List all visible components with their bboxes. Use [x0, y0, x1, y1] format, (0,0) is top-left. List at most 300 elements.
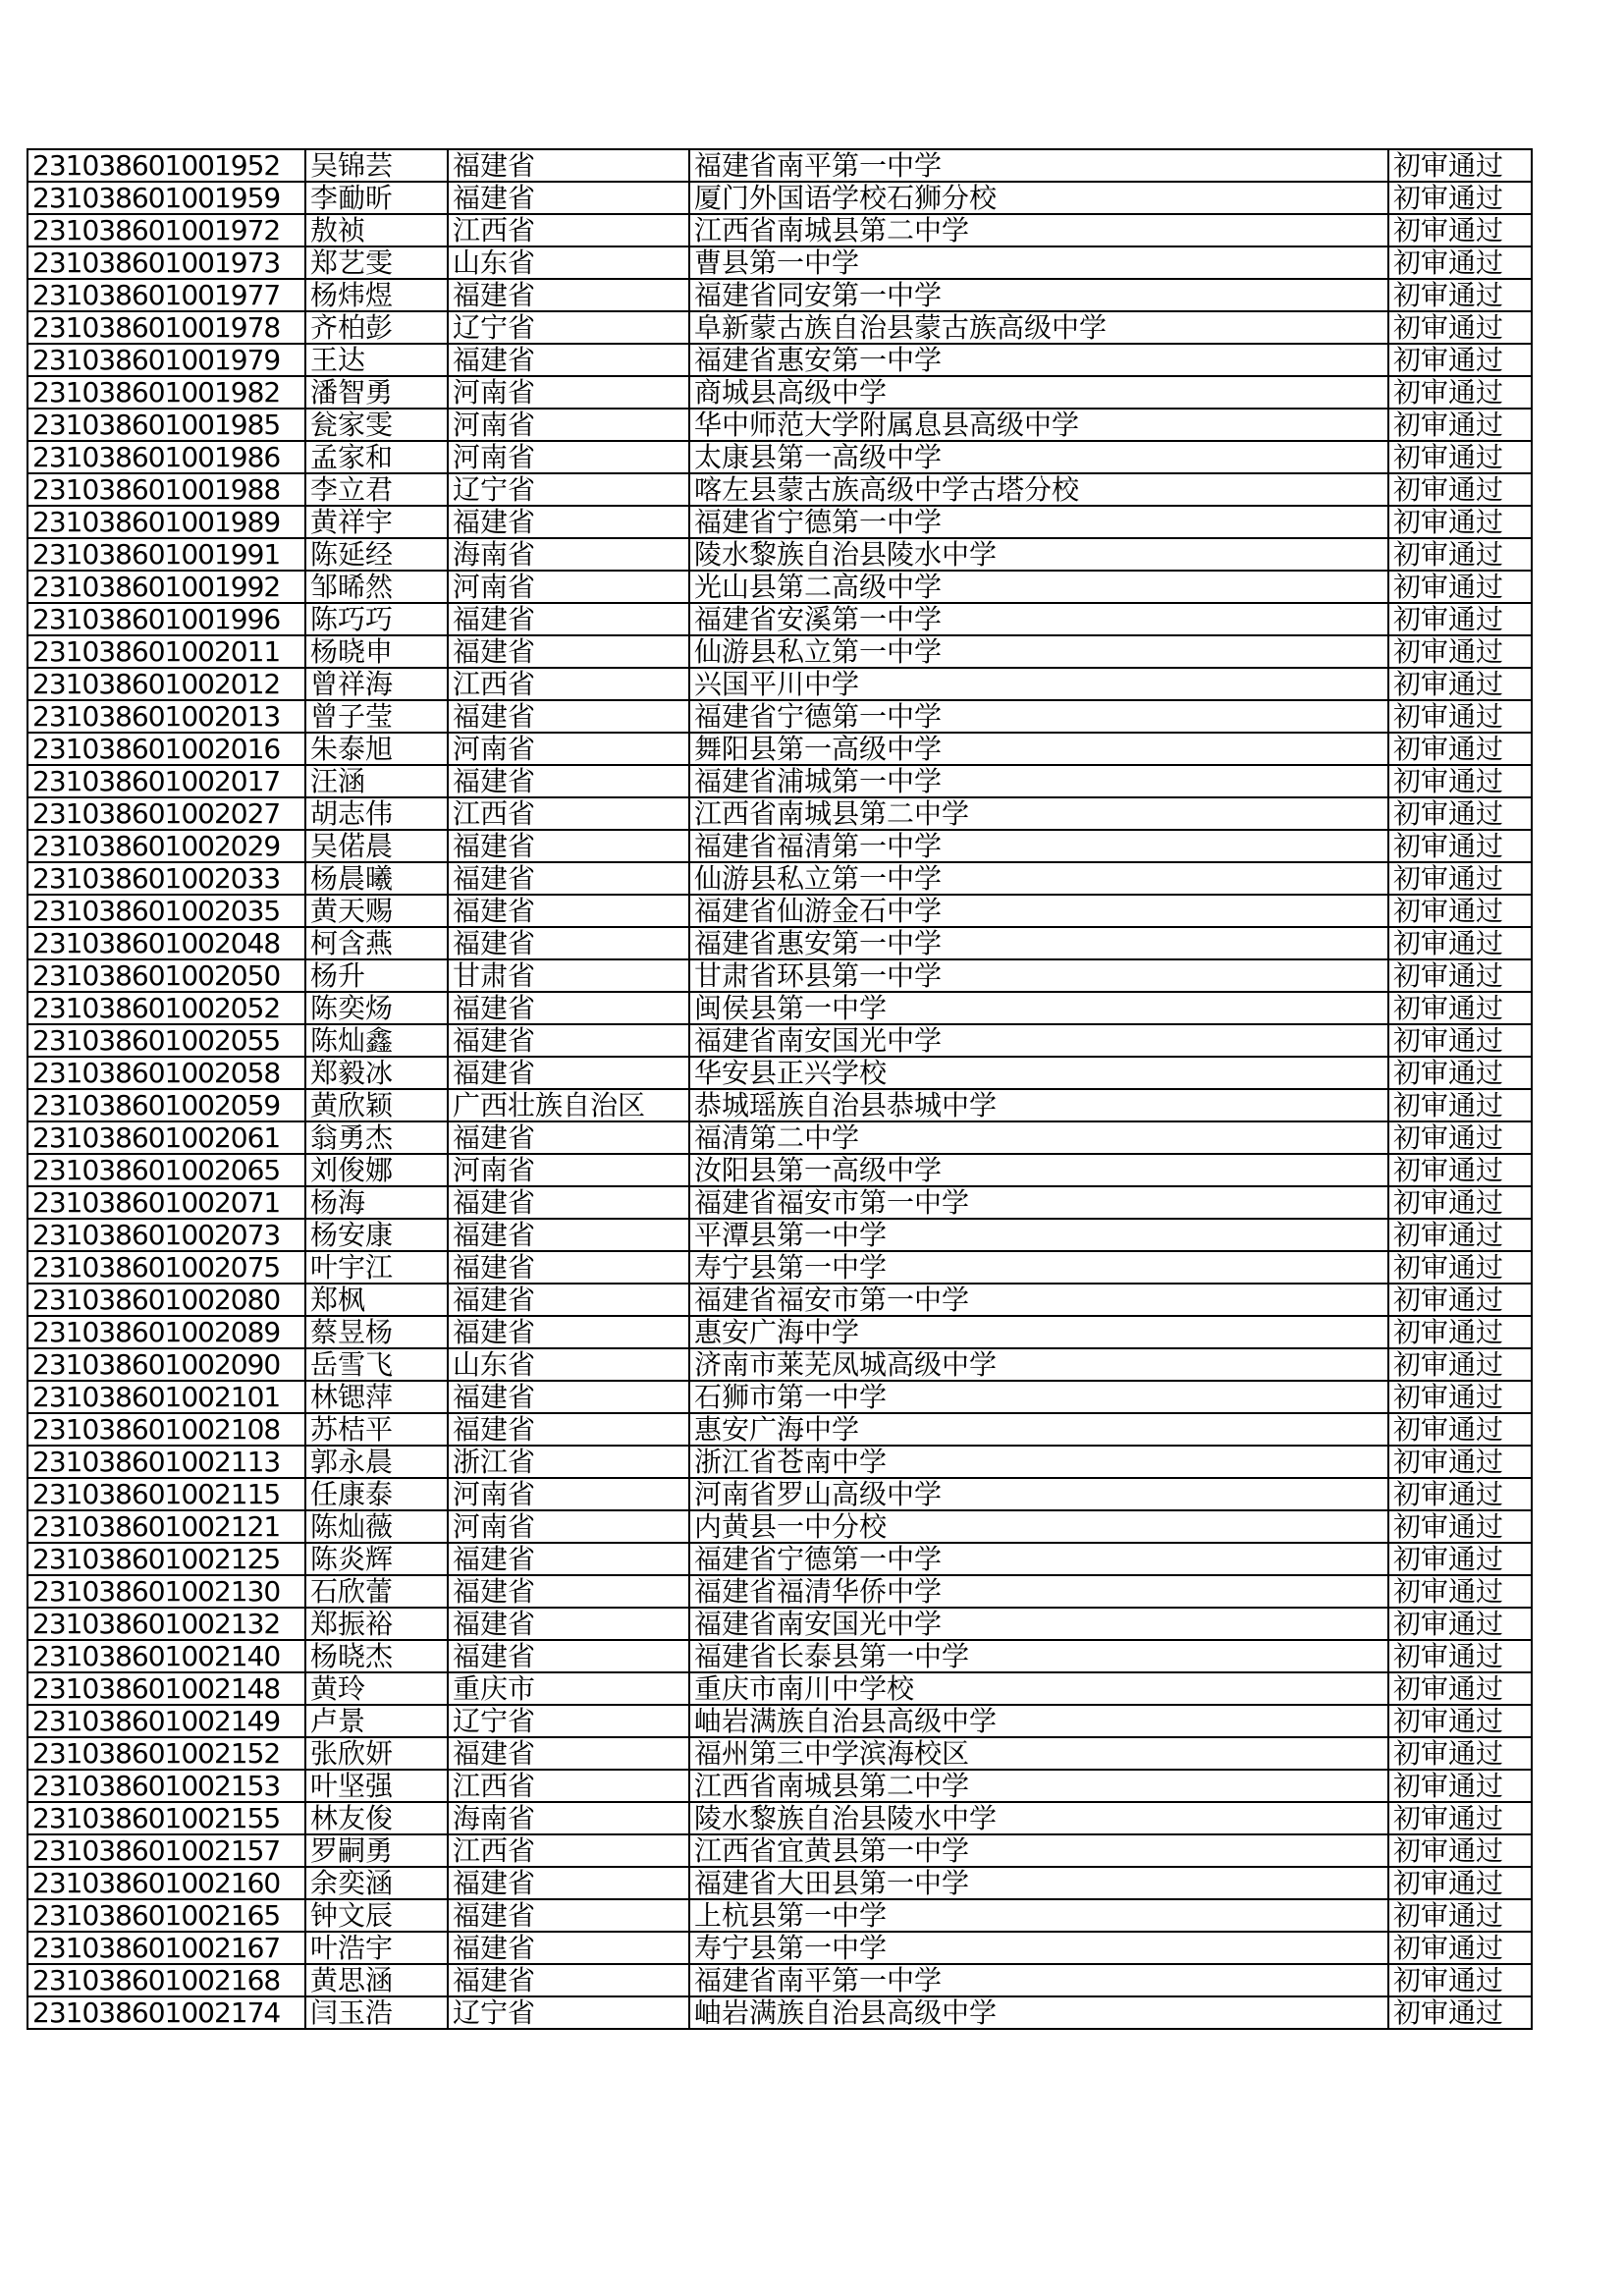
province-cell: 福建省 [448, 1316, 689, 1348]
applicant-name-cell: 瓮家雯 [305, 409, 448, 441]
applicant-id-cell: 231038601002080 [27, 1284, 305, 1316]
review-status-cell: 初审通过 [1388, 1024, 1532, 1057]
applicant-name-cell: 郑艺雯 [305, 246, 448, 279]
table-row [27, 1478, 1532, 1510]
applicant-id-cell: 231038601002108 [27, 1413, 305, 1446]
applicant-id-cell: 231038601001996 [27, 603, 305, 635]
review-status-cell: 初审通过 [1388, 1121, 1532, 1154]
school-cell: 福建省南安国光中学 [689, 1608, 1388, 1640]
table-row [27, 409, 1532, 441]
applicant-id-cell: 231038601002130 [27, 1575, 305, 1608]
review-status-cell: 初审通过 [1388, 1316, 1532, 1348]
applicant-name-cell: 林锶萍 [305, 1381, 448, 1413]
applicant-name-cell: 叶浩宇 [305, 1932, 448, 1964]
review-status-cell: 初审通过 [1388, 765, 1532, 797]
table-row [27, 1251, 1532, 1284]
review-status-cell: 初审通过 [1388, 668, 1532, 700]
school-cell: 福建省南平第一中学 [689, 149, 1388, 182]
applicant-name-cell: 叶坚强 [305, 1770, 448, 1802]
applicant-id-cell: 231038601001992 [27, 571, 305, 603]
review-status-cell: 初审通过 [1388, 1154, 1532, 1186]
review-status-cell: 初审通过 [1388, 1348, 1532, 1381]
table-row [27, 862, 1532, 895]
applicant-name-cell: 陈延经 [305, 538, 448, 571]
province-cell: 福建省 [448, 1932, 689, 1964]
table-row [27, 1737, 1532, 1770]
review-status-cell: 初审通过 [1388, 1251, 1532, 1284]
applicant-name-cell: 孟家和 [305, 441, 448, 473]
school-cell: 喀左县蒙古族高级中学古塔分校 [689, 473, 1388, 506]
table-row [27, 1510, 1532, 1543]
province-cell: 福建省 [448, 1964, 689, 1996]
table-row [27, 1316, 1532, 1348]
applicant-name-cell: 石欣蕾 [305, 1575, 448, 1608]
review-status-cell: 初审通过 [1388, 635, 1532, 668]
applicant-name-cell: 叶宇江 [305, 1251, 448, 1284]
school-cell: 福建省大田县第一中学 [689, 1867, 1388, 1899]
table-row [27, 1899, 1532, 1932]
table-row [27, 473, 1532, 506]
table-row [27, 927, 1532, 959]
table-row [27, 344, 1532, 376]
review-status-cell: 初审通过 [1388, 959, 1532, 992]
school-cell: 福州第三中学滨海校区 [689, 1737, 1388, 1770]
applicant-id-cell: 231038601002011 [27, 635, 305, 668]
province-cell: 福建省 [448, 1057, 689, 1089]
review-status-cell: 初审通过 [1388, 862, 1532, 895]
school-cell: 福建省仙游金石中学 [689, 895, 1388, 927]
applicant-id-cell: 231038601002065 [27, 1154, 305, 1186]
province-cell: 福建省 [448, 1284, 689, 1316]
school-cell: 惠安广海中学 [689, 1413, 1388, 1446]
school-cell: 陵水黎族自治县陵水中学 [689, 538, 1388, 571]
school-cell: 汝阳县第一高级中学 [689, 1154, 1388, 1186]
school-cell: 平潭县第一中学 [689, 1219, 1388, 1251]
table-row [27, 1219, 1532, 1251]
table-row [27, 895, 1532, 927]
review-status-cell: 初审通过 [1388, 1834, 1532, 1867]
review-status-cell: 初审通过 [1388, 182, 1532, 214]
applicant-id-cell: 231038601002121 [27, 1510, 305, 1543]
applicant-id-cell: 231038601001989 [27, 506, 305, 538]
province-cell: 福建省 [448, 1899, 689, 1932]
review-status-cell: 初审通过 [1388, 1057, 1532, 1089]
applicant-name-cell: 刘俊娜 [305, 1154, 448, 1186]
province-cell: 江西省 [448, 214, 689, 246]
applicant-id-cell: 231038601002089 [27, 1316, 305, 1348]
applicant-name-cell: 陈灿薇 [305, 1510, 448, 1543]
applicant-id-cell: 231038601002048 [27, 927, 305, 959]
applicant-id-cell: 231038601001952 [27, 149, 305, 182]
applicant-id-cell: 231038601002055 [27, 1024, 305, 1057]
applicant-id-cell: 231038601002148 [27, 1672, 305, 1705]
applicant-name-cell: 杨海 [305, 1186, 448, 1219]
school-cell: 福建省惠安第一中学 [689, 344, 1388, 376]
applicant-name-cell: 黄欣颖 [305, 1089, 448, 1121]
applicant-id-cell: 231038601001977 [27, 279, 305, 311]
province-cell: 福建省 [448, 765, 689, 797]
applicant-name-cell: 张欣妍 [305, 1737, 448, 1770]
province-cell: 浙江省 [448, 1446, 689, 1478]
province-cell: 甘肃省 [448, 959, 689, 992]
table-row [27, 992, 1532, 1024]
province-cell: 福建省 [448, 1219, 689, 1251]
school-cell: 陵水黎族自治县陵水中学 [689, 1802, 1388, 1834]
table-row [27, 214, 1532, 246]
table-row [27, 1802, 1532, 1834]
table-row [27, 1770, 1532, 1802]
school-cell: 闽侯县第一中学 [689, 992, 1388, 1024]
province-cell: 河南省 [448, 1510, 689, 1543]
province-cell: 福建省 [448, 895, 689, 927]
table-row [27, 603, 1532, 635]
review-status-cell: 初审通过 [1388, 409, 1532, 441]
school-cell: 厦门外国语学校石狮分校 [689, 182, 1388, 214]
school-cell: 福建省安溪第一中学 [689, 603, 1388, 635]
table-row [27, 1640, 1532, 1672]
applicant-name-cell: 杨晓杰 [305, 1640, 448, 1672]
applicant-id-cell: 231038601002016 [27, 733, 305, 765]
table-row [27, 797, 1532, 830]
table-row [27, 279, 1532, 311]
review-status-cell: 初审通过 [1388, 733, 1532, 765]
applicant-name-cell: 柯含燕 [305, 927, 448, 959]
table-row [27, 765, 1532, 797]
review-status-cell: 初审通过 [1388, 992, 1532, 1024]
applicant-id-cell: 231038601001982 [27, 376, 305, 409]
applicant-id-cell: 231038601001973 [27, 246, 305, 279]
applicant-name-cell: 翁勇杰 [305, 1121, 448, 1154]
applicant-id-cell: 231038601002052 [27, 992, 305, 1024]
applicant-name-cell: 陈巧巧 [305, 603, 448, 635]
province-cell: 福建省 [448, 927, 689, 959]
applicant-name-cell: 蔡昱杨 [305, 1316, 448, 1348]
applicant-name-cell: 郑毅冰 [305, 1057, 448, 1089]
applicant-id-cell: 231038601002050 [27, 959, 305, 992]
table-row [27, 733, 1532, 765]
applicant-id-cell: 231038601002140 [27, 1640, 305, 1672]
school-cell: 河南省罗山高级中学 [689, 1478, 1388, 1510]
applicant-id-cell: 231038601002013 [27, 700, 305, 733]
applicant-id-cell: 231038601002174 [27, 1996, 305, 2029]
school-cell: 福建省惠安第一中学 [689, 927, 1388, 959]
review-status-cell: 初审通过 [1388, 506, 1532, 538]
applicant-name-cell: 苏桔平 [305, 1413, 448, 1446]
province-cell: 江西省 [448, 797, 689, 830]
applicant-id-cell: 231038601001985 [27, 409, 305, 441]
table-row [27, 1672, 1532, 1705]
province-cell: 福建省 [448, 862, 689, 895]
table-row [27, 538, 1532, 571]
applicant-id-cell: 231038601002113 [27, 1446, 305, 1478]
school-cell: 浙江省苍南中学 [689, 1446, 1388, 1478]
applicant-name-cell: 黄天赐 [305, 895, 448, 927]
applicant-name-cell: 郭永晨 [305, 1446, 448, 1478]
school-cell: 曹县第一中学 [689, 246, 1388, 279]
applicant-name-cell: 曾祥海 [305, 668, 448, 700]
review-status-cell: 初审通过 [1388, 1867, 1532, 1899]
applicant-name-cell: 王达 [305, 344, 448, 376]
school-cell: 济南市莱芜凤城高级中学 [689, 1348, 1388, 1381]
applicant-id-cell: 231038601002149 [27, 1705, 305, 1737]
applicant-name-cell: 陈炎辉 [305, 1543, 448, 1575]
applicant-name-cell: 林友俊 [305, 1802, 448, 1834]
applicant-id-cell: 231038601001972 [27, 214, 305, 246]
province-cell: 山东省 [448, 246, 689, 279]
applicant-id-cell: 231038601002027 [27, 797, 305, 830]
school-cell: 阜新蒙古族自治县蒙古族高级中学 [689, 311, 1388, 344]
school-cell: 江西省南城县第二中学 [689, 1770, 1388, 1802]
school-cell: 福建省宁德第一中学 [689, 700, 1388, 733]
school-cell: 福建省宁德第一中学 [689, 506, 1388, 538]
applicant-id-cell: 231038601002125 [27, 1543, 305, 1575]
review-status-cell: 初审通过 [1388, 571, 1532, 603]
province-cell: 福建省 [448, 1413, 689, 1446]
province-cell: 福建省 [448, 992, 689, 1024]
province-cell: 辽宁省 [448, 1705, 689, 1737]
province-cell: 福建省 [448, 1737, 689, 1770]
province-cell: 河南省 [448, 1478, 689, 1510]
applicant-id-cell: 231038601001979 [27, 344, 305, 376]
school-cell: 恭城瑶族自治县恭城中学 [689, 1089, 1388, 1121]
province-cell: 福建省 [448, 1121, 689, 1154]
applicant-id-cell: 231038601002058 [27, 1057, 305, 1089]
applicant-name-cell: 黄祥宇 [305, 506, 448, 538]
review-status-cell: 初审通过 [1388, 1284, 1532, 1316]
applicant-name-cell: 邹晞然 [305, 571, 448, 603]
province-cell: 福建省 [448, 1867, 689, 1899]
applicant-id-cell: 231038601001959 [27, 182, 305, 214]
review-status-cell: 初审通过 [1388, 1672, 1532, 1705]
school-cell: 重庆市南川中学校 [689, 1672, 1388, 1705]
table-row [27, 1154, 1532, 1186]
school-cell: 福建省福安市第一中学 [689, 1284, 1388, 1316]
table-row [27, 1608, 1532, 1640]
table-row [27, 1348, 1532, 1381]
table-row [27, 959, 1532, 992]
school-cell: 福建省南安国光中学 [689, 1024, 1388, 1057]
school-cell: 仙游县私立第一中学 [689, 862, 1388, 895]
applicant-name-cell: 闫玉浩 [305, 1996, 448, 2029]
table-row [27, 1057, 1532, 1089]
school-cell: 福建省长泰县第一中学 [689, 1640, 1388, 1672]
review-status-cell: 初审通过 [1388, 376, 1532, 409]
review-status-cell: 初审通过 [1388, 1089, 1532, 1121]
applicant-id-cell: 231038601002061 [27, 1121, 305, 1154]
applicant-name-cell: 吴锦芸 [305, 149, 448, 182]
province-cell: 辽宁省 [448, 473, 689, 506]
table-row [27, 1186, 1532, 1219]
applicant-id-cell: 231038601002165 [27, 1899, 305, 1932]
province-cell: 河南省 [448, 733, 689, 765]
table-row [27, 1121, 1532, 1154]
applicant-name-cell: 潘智勇 [305, 376, 448, 409]
province-cell: 广西壮族自治区 [448, 1089, 689, 1121]
applicant-id-cell: 231038601002101 [27, 1381, 305, 1413]
applicant-name-cell: 杨升 [305, 959, 448, 992]
table-row [27, 246, 1532, 279]
province-cell: 河南省 [448, 571, 689, 603]
school-cell: 福建省南平第一中学 [689, 1964, 1388, 1996]
table-row [27, 1964, 1532, 1996]
applicant-id-cell: 231038601002152 [27, 1737, 305, 1770]
school-cell: 福建省福清华侨中学 [689, 1575, 1388, 1608]
review-status-cell: 初审通过 [1388, 246, 1532, 279]
applicant-name-cell: 余奕涵 [305, 1867, 448, 1899]
applicant-table [27, 148, 1533, 2030]
province-cell: 福建省 [448, 149, 689, 182]
review-status-cell: 初审通过 [1388, 700, 1532, 733]
applicant-name-cell: 杨炜煜 [305, 279, 448, 311]
table-row [27, 1996, 1532, 2029]
applicant-id-cell: 231038601002029 [27, 830, 305, 862]
table-row [27, 376, 1532, 409]
review-status-cell: 初审通过 [1388, 1446, 1532, 1478]
table-row [27, 1446, 1532, 1478]
school-cell: 上杭县第一中学 [689, 1899, 1388, 1932]
review-status-cell: 初审通过 [1388, 1996, 1532, 2029]
province-cell: 福建省 [448, 1381, 689, 1413]
review-status-cell: 初审通过 [1388, 1964, 1532, 1996]
table-row [27, 1543, 1532, 1575]
review-status-cell: 初审通过 [1388, 1219, 1532, 1251]
table-row [27, 1413, 1532, 1446]
school-cell: 兴国平川中学 [689, 668, 1388, 700]
applicant-id-cell: 231038601002090 [27, 1348, 305, 1381]
applicant-name-cell: 陈灿鑫 [305, 1024, 448, 1057]
applicant-name-cell: 郑振裕 [305, 1608, 448, 1640]
table-row [27, 1575, 1532, 1608]
review-status-cell: 初审通过 [1388, 311, 1532, 344]
review-status-cell: 初审通过 [1388, 830, 1532, 862]
province-cell: 海南省 [448, 538, 689, 571]
applicant-name-cell: 岳雪飞 [305, 1348, 448, 1381]
school-cell: 岫岩满族自治县高级中学 [689, 1705, 1388, 1737]
review-status-cell: 初审通过 [1388, 1640, 1532, 1672]
review-status-cell: 初审通过 [1388, 1899, 1532, 1932]
province-cell: 福建省 [448, 1640, 689, 1672]
school-cell: 江西省南城县第二中学 [689, 214, 1388, 246]
applicant-name-cell: 黄思涵 [305, 1964, 448, 1996]
school-cell: 商城县高级中学 [689, 376, 1388, 409]
review-status-cell: 初审通过 [1388, 1608, 1532, 1640]
province-cell: 福建省 [448, 635, 689, 668]
province-cell: 辽宁省 [448, 1996, 689, 2029]
applicant-id-cell: 231038601002160 [27, 1867, 305, 1899]
applicant-id-cell: 231038601002012 [27, 668, 305, 700]
province-cell: 江西省 [448, 668, 689, 700]
table-row [27, 1705, 1532, 1737]
school-cell: 内黄县一中分校 [689, 1510, 1388, 1543]
review-status-cell: 初审通过 [1388, 1413, 1532, 1446]
table-row [27, 182, 1532, 214]
applicant-id-cell: 231038601002167 [27, 1932, 305, 1964]
table-row [27, 1284, 1532, 1316]
applicant-name-cell: 罗嗣勇 [305, 1834, 448, 1867]
review-status-cell: 初审通过 [1388, 1737, 1532, 1770]
applicant-name-cell: 敖祯 [305, 214, 448, 246]
review-status-cell: 初审通过 [1388, 1186, 1532, 1219]
table-row [27, 571, 1532, 603]
school-cell: 石狮市第一中学 [689, 1381, 1388, 1413]
applicant-id-cell: 231038601001978 [27, 311, 305, 344]
table-row [27, 311, 1532, 344]
province-cell: 福建省 [448, 1543, 689, 1575]
table-row [27, 1867, 1532, 1899]
table-row [27, 149, 1532, 182]
review-status-cell: 初审通过 [1388, 1381, 1532, 1413]
province-cell: 辽宁省 [448, 311, 689, 344]
table-row [27, 830, 1532, 862]
review-status-cell: 初审通过 [1388, 1770, 1532, 1802]
applicant-name-cell: 杨安康 [305, 1219, 448, 1251]
review-status-cell: 初审通过 [1388, 1575, 1532, 1608]
province-cell: 山东省 [448, 1348, 689, 1381]
school-cell: 甘肃省环县第一中学 [689, 959, 1388, 992]
province-cell: 海南省 [448, 1802, 689, 1834]
school-cell: 惠安广海中学 [689, 1316, 1388, 1348]
review-status-cell: 初审通过 [1388, 441, 1532, 473]
school-cell: 岫岩满族自治县高级中学 [689, 1996, 1388, 2029]
province-cell: 重庆市 [448, 1672, 689, 1705]
province-cell: 江西省 [448, 1770, 689, 1802]
province-cell: 福建省 [448, 830, 689, 862]
table-row [27, 1089, 1532, 1121]
table-row [27, 1834, 1532, 1867]
school-cell: 华中师范大学附属息县高级中学 [689, 409, 1388, 441]
applicant-id-cell: 231038601002033 [27, 862, 305, 895]
school-cell: 光山县第二高级中学 [689, 571, 1388, 603]
applicant-id-cell: 231038601001991 [27, 538, 305, 571]
province-cell: 福建省 [448, 1024, 689, 1057]
applicant-id-cell: 231038601002132 [27, 1608, 305, 1640]
applicant-name-cell: 杨晓申 [305, 635, 448, 668]
school-cell: 舞阳县第一高级中学 [689, 733, 1388, 765]
applicant-name-cell: 杨晨曦 [305, 862, 448, 895]
province-cell: 河南省 [448, 376, 689, 409]
applicant-id-cell: 231038601002168 [27, 1964, 305, 1996]
review-status-cell: 初审通过 [1388, 473, 1532, 506]
applicant-name-cell: 汪涵 [305, 765, 448, 797]
applicant-name-cell: 陈奕炀 [305, 992, 448, 1024]
review-status-cell: 初审通过 [1388, 797, 1532, 830]
review-status-cell: 初审通过 [1388, 279, 1532, 311]
review-status-cell: 初审通过 [1388, 927, 1532, 959]
applicant-name-cell: 郑枫 [305, 1284, 448, 1316]
table-row [27, 668, 1532, 700]
applicant-id-cell: 231038601001986 [27, 441, 305, 473]
review-status-cell: 初审通过 [1388, 895, 1532, 927]
province-cell: 江西省 [448, 1834, 689, 1867]
province-cell: 河南省 [448, 1154, 689, 1186]
table-row [27, 441, 1532, 473]
applicant-id-cell: 231038601002059 [27, 1089, 305, 1121]
province-cell: 福建省 [448, 1608, 689, 1640]
review-status-cell: 初审通过 [1388, 1802, 1532, 1834]
review-status-cell: 初审通过 [1388, 1510, 1532, 1543]
applicant-name-cell: 钟文辰 [305, 1899, 448, 1932]
province-cell: 福建省 [448, 344, 689, 376]
applicant-id-cell: 231038601002017 [27, 765, 305, 797]
applicant-name-cell: 李立君 [305, 473, 448, 506]
table-row [27, 1381, 1532, 1413]
applicant-id-cell: 231038601002073 [27, 1219, 305, 1251]
school-cell: 江西省宜黄县第一中学 [689, 1834, 1388, 1867]
table-row [27, 506, 1532, 538]
applicant-name-cell: 吴偌晨 [305, 830, 448, 862]
province-cell: 福建省 [448, 1575, 689, 1608]
applicant-name-cell: 齐柏彭 [305, 311, 448, 344]
